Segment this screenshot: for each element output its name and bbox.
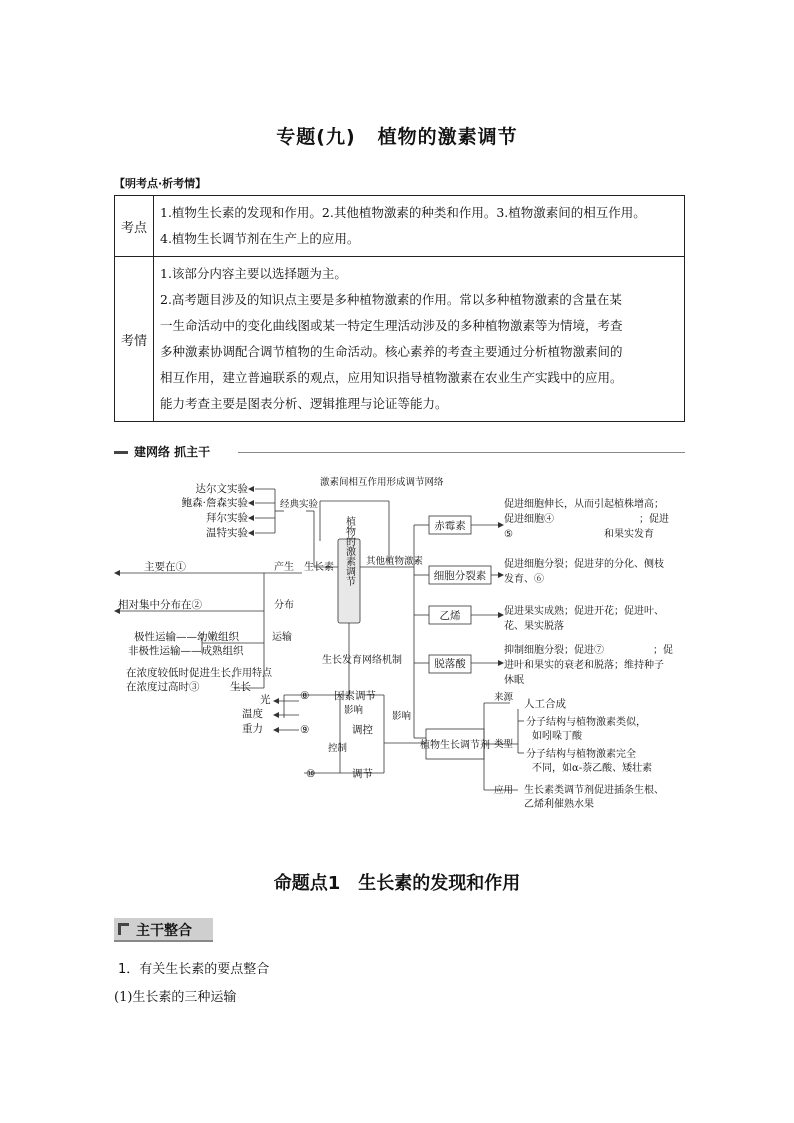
exp-label: 经典实验 — [280, 499, 319, 510]
table-key: 考情 — [115, 257, 154, 422]
other-hormones-label: 其他植物激素 — [366, 556, 424, 567]
table-row — [115, 196, 685, 257]
aba-node: 脱落酸 — [434, 658, 466, 670]
temp-label: 温度 — [242, 708, 263, 720]
gravity-label: 重力 — [242, 723, 263, 735]
types-label: 类型 — [494, 739, 514, 750]
cyt-line-1: 促进细胞分裂；促进芽的分化、侧枝 — [504, 559, 664, 570]
gib-line-2: 促进细胞④ — [504, 514, 554, 525]
factor-label: 因素调节 — [334, 690, 376, 702]
type2-line-2: 不同，如α-萘乙酸、矮壮素 — [532, 763, 653, 774]
header-mark-icon — [114, 451, 128, 454]
effect-label: 作用特点 — [232, 668, 272, 679]
regulator-node: 植物生长调节剂 — [420, 740, 490, 751]
point-subheading: (1)生长素的三种运输 — [114, 990, 237, 1005]
type2-line-1: 分子结构与植物激素完全 — [526, 749, 636, 760]
side-influence-label: 影响 — [392, 711, 412, 722]
network-mech-label: 网络机制 — [362, 655, 402, 666]
concept-map — [114, 463, 685, 825]
table-value: 1.该部分内容主要以选择题为主。 2.高考题目涉及的知识点主要是多种植物激素的作用。常以多种植物激素的含量在某 一生命活动中的变化曲线图或某一特定生理活动涉及的多种植物激素等为情境，考查 多种激素协调配合调节植物的生命活动。核心素养的考查主要通过分析植物激素间的 相互作用，建立普遍联系的观点，应用知识指导植物激素在农业生产实践中的应用。 能力考查主要是图表分析、逻辑推理与论证等能力。 — [154, 257, 685, 422]
regulate-label: 调控 — [352, 724, 373, 736]
effect-text-1: 在浓度较低时促进生长， — [126, 667, 242, 679]
gib-line-4: ⑤ — [504, 529, 513, 540]
effect-text-2: 在浓度过高时③ — [126, 681, 200, 693]
gib-line-5: 和果实发育 — [604, 529, 654, 540]
subtitle: 命题点1 生长素的发现和作用 — [273, 873, 521, 894]
light-label: 光 — [260, 694, 271, 706]
type1-line-2: 如吲哚丁酸 — [532, 731, 582, 742]
gib-line-1: 促进细胞伸长，从而引起植株增高； — [504, 499, 664, 510]
cytokinin-node: 细胞分裂素 — [433, 570, 487, 582]
influence-label: 影响 — [344, 705, 364, 716]
application-label: 应用 — [494, 785, 514, 796]
exp-darwin: 达尔文实验 — [195, 483, 248, 495]
page-title: 专题(九) 植物的激素调节 — [276, 126, 518, 148]
app-line-2: 乙烯利催熟水果 — [524, 799, 594, 810]
effect-text-2-end: 生长 — [230, 681, 251, 693]
center-node: 植物的激素调节 — [343, 516, 355, 586]
distribution-label: 分布 — [274, 600, 294, 611]
transport-label: 运输 — [272, 632, 292, 643]
app-line-1: 生长素类调节剂促进插条生根、 — [524, 785, 664, 796]
info-table — [114, 195, 685, 422]
factor-num: ⑧ — [300, 690, 310, 702]
divider — [238, 452, 685, 453]
gene-label: 调节 — [352, 768, 373, 780]
produce-text: 主要在① — [144, 561, 186, 573]
growth-hormone-label: 生长素 — [304, 562, 334, 573]
aba-line-4: 休眠 — [504, 675, 524, 686]
aba-line-1: 抑制细胞分裂；促进⑦ — [504, 645, 604, 656]
synthetic-label: 人工合成 — [524, 698, 566, 710]
source-label: 来源 — [494, 692, 514, 703]
network-header: 建网络 抓主干 — [114, 443, 685, 461]
exp-went: 温特实验 — [206, 527, 248, 539]
exp-boysen: 鲍森·詹森实验 — [181, 497, 248, 509]
top-note: 激素间相互作用形成调节网络 — [320, 477, 444, 488]
cyt-line-2: 发育、⑥ — [504, 574, 544, 585]
point-heading: 1．有关生长素的要点整合 — [118, 962, 270, 977]
section-icon — [118, 923, 129, 935]
gib-line-3: ；促进 — [639, 514, 669, 525]
regulate-num: ⑨ — [300, 724, 310, 736]
gibberellin-node: 赤霉素 — [434, 520, 466, 532]
produce-label: 产生 — [274, 562, 294, 573]
type1-line-1: 分子结构与植物激素类似， — [526, 717, 646, 728]
aba-line-2: ；促 — [653, 645, 673, 656]
section-tag: 【明考点·析考情】 — [114, 177, 207, 190]
table-value: 1.植物生长素的发现和作用。2.其他植物激素的种类和作用。3.植物激素间的相互作用。 4.植物生长调节剂在生产上的应用。 — [154, 196, 685, 257]
eth-line-2: 花、果实脱落 — [504, 621, 564, 632]
control-label: 控制 — [328, 743, 348, 754]
ethylene-node: 乙烯 — [439, 610, 461, 622]
eth-line-1: 促进果实成熟；促进开花；促进叶、 — [504, 606, 664, 617]
table-key: 考点 — [115, 196, 154, 257]
table-row — [115, 257, 685, 422]
nonpolar-transport: 非极性运输——成熟组织 — [128, 645, 244, 657]
distribution-text: 相对集中分布在② — [118, 599, 202, 611]
aba-line-3: 进叶和果实的衰老和脱落；维持种子 — [504, 660, 664, 671]
exp-paal: 拜尔实验 — [206, 512, 248, 524]
polar-transport: 极性运输——幼嫩组织 — [134, 631, 239, 643]
gene-num: ⑩ — [306, 768, 316, 780]
growth-dev-label: 生长发育 — [322, 655, 362, 666]
section-header: 主干整合 — [114, 918, 213, 942]
